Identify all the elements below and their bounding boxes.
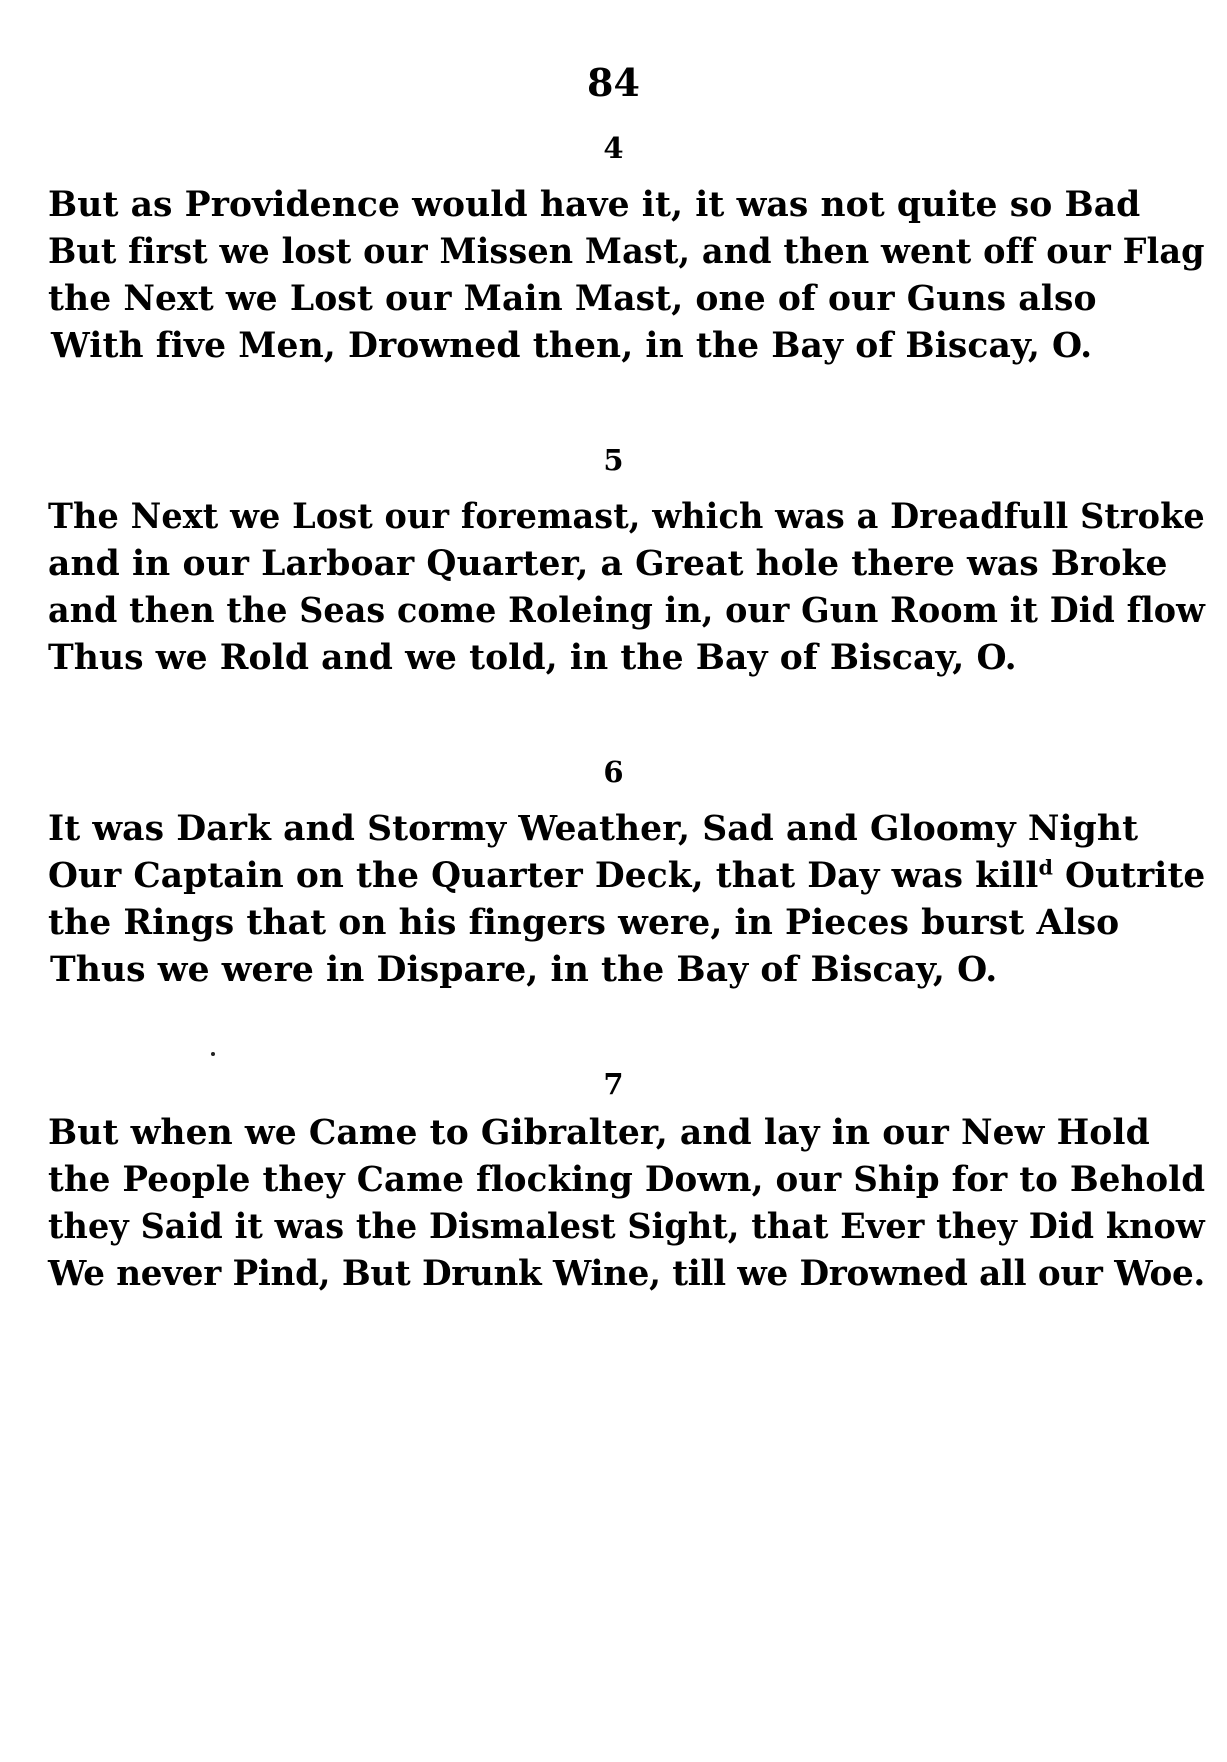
verse-line-tail: Outrite <box>1052 856 1206 896</box>
scan-speck <box>211 1052 215 1056</box>
stanza-number: 7 <box>603 1067 624 1101</box>
verse-line: We never Pind, But Drunk Wine, till we Drowned all our Woe. <box>48 1254 1205 1294</box>
verse-line-text: Our Captain on the Quarter Deck, that Day was kill <box>48 856 1039 896</box>
stanza-number: 5 <box>603 443 624 477</box>
verse-line: the Next we Lost our Main Mast, one of our Guns also <box>48 279 1097 319</box>
verse-line: But as Providence would have it, it was not quite so Bad <box>48 185 1141 225</box>
verse-line: the Rings that on his fingers were, in Pieces burst Also <box>48 903 1120 943</box>
verse-line: and in our Larboar Quarter, a Great hole there was Broke <box>48 544 1168 584</box>
verse-line: Thus we Rold and we told, in the Bay of Biscay, O. <box>48 638 1017 678</box>
verse-line: But first we lost our Missen Mast, and then went off our Flag <box>48 232 1205 272</box>
verse-line: The Next we Lost our foremast, which was a Dreadfull Stroke <box>48 497 1205 537</box>
verse-line: Thus we were in Dispare, in the Bay of Biscay, O. <box>50 950 998 990</box>
stanza-number: 6 <box>603 755 624 789</box>
verse-line: the People they Came flocking Down, our Ship for to Behold <box>48 1160 1206 1200</box>
verse-line-with-superscript <box>48 855 1205 897</box>
page-number: 84 <box>587 60 640 105</box>
verse-line: It was Dark and Stormy Weather, Sad and Gloomy Night <box>48 809 1139 849</box>
verse-line: But when we Came to Gibralter, and lay in our New Hold <box>48 1113 1150 1153</box>
verse-line: they Said it was the Dismalest Sight, that Ever they Did know <box>48 1207 1205 1247</box>
superscript: d <box>1038 855 1053 880</box>
verse-line: and then the Seas come Roleing in, our Gun Room it Did flow <box>48 591 1205 631</box>
stanza-number: 4 <box>603 131 624 165</box>
verse-line: With five Men, Drowned then, in the Bay of Biscay, O. <box>51 326 1093 366</box>
